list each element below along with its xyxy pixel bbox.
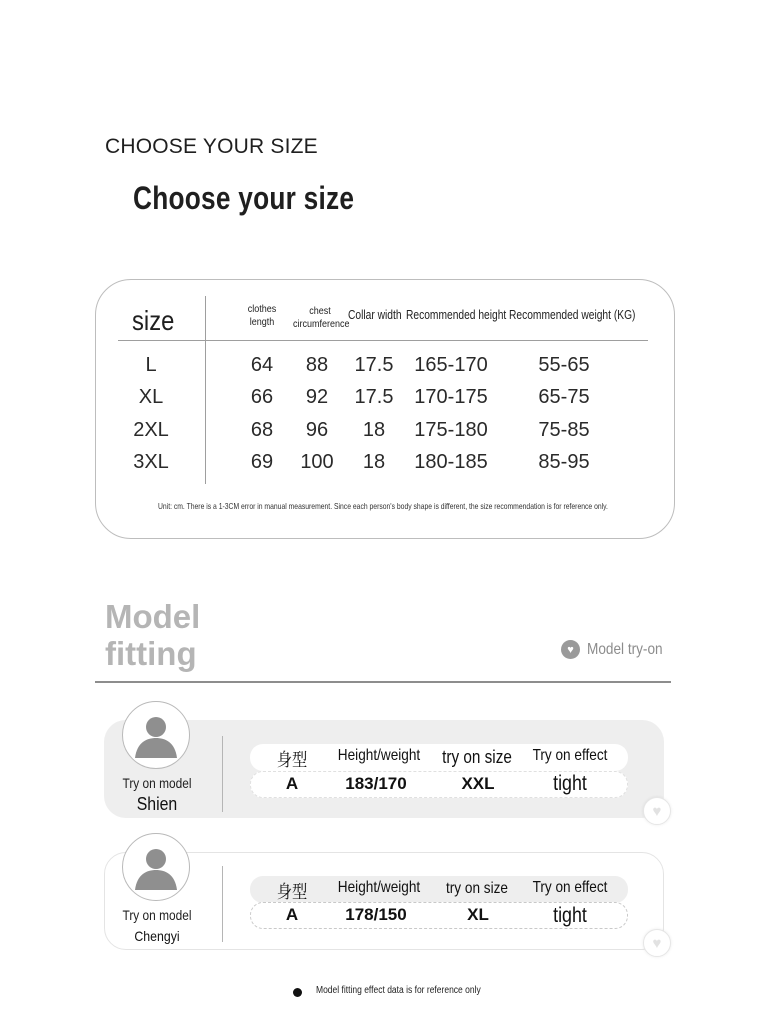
cell-collar: 17.5 — [354, 386, 394, 408]
cell-chest: 92 — [305, 386, 329, 408]
cell-length: 64 — [250, 354, 274, 376]
person-icon — [122, 833, 190, 901]
cell-length: 66 — [250, 386, 274, 408]
header-clothes-length-line2: length — [249, 317, 275, 328]
header-collar-width: Collar width — [348, 308, 402, 322]
cell-height: 175-180 — [414, 419, 488, 441]
model-label: Try on model — [122, 907, 192, 923]
person-icon — [122, 701, 190, 769]
model-name: Shien — [136, 794, 178, 814]
model-try-on-label: Model try-on — [587, 640, 663, 658]
heart-icon: ♥ — [561, 640, 580, 659]
value-try-on-size: XL — [467, 905, 489, 924]
bullet-icon — [293, 988, 302, 997]
header-clothes-length — [242, 303, 282, 329]
header-body-type: 身型 — [276, 882, 308, 902]
cell-weight: 85-95 — [538, 451, 590, 473]
header-try-on-effect: Try on effect — [532, 747, 608, 764]
value-height-weight: 183/170 — [345, 774, 407, 793]
header-recommended-weight: Recommended weight (KG) — [509, 308, 636, 322]
header-chest-line2: circumference — [293, 319, 350, 330]
section-heading: Choose your size — [133, 180, 355, 216]
value-try-on-size: XXL — [461, 774, 495, 793]
size-column-header: size — [132, 305, 175, 336]
cell-collar: 17.5 — [354, 354, 394, 376]
heart-icon[interactable]: ♥ — [643, 929, 671, 957]
card-divider — [222, 866, 223, 942]
value-try-on-effect: tight — [553, 772, 587, 795]
value-body-type: A — [285, 774, 299, 793]
model-name: Chengyi — [134, 928, 180, 944]
cell-height: 165-170 — [414, 354, 488, 376]
cell-size: XL — [138, 386, 164, 408]
cell-chest: 88 — [305, 354, 329, 376]
cell-weight: 65-75 — [538, 386, 590, 408]
value-body-type: A — [285, 905, 299, 924]
heart-icon[interactable]: ♥ — [643, 797, 671, 825]
cell-size: L — [145, 354, 157, 376]
header-try-on-size: try on size — [442, 747, 512, 767]
header-clothes-length-line1: clothes — [247, 304, 277, 315]
cell-length: 69 — [250, 451, 274, 473]
horizontal-divider — [118, 340, 648, 341]
header-body-type: 身型 — [276, 750, 308, 770]
value-try-on-effect: tight — [553, 904, 587, 927]
model-fitting-title — [105, 598, 200, 672]
cell-chest: 100 — [300, 451, 334, 473]
header-chest-line1: chest — [309, 306, 331, 317]
header-recommended-height: Recommended height — [406, 308, 507, 322]
model-try-on-link[interactable] — [561, 640, 676, 659]
card-divider — [222, 736, 223, 812]
model-label: Try on model — [122, 775, 192, 791]
cell-weight: 55-65 — [538, 354, 590, 376]
cell-weight: 75-85 — [538, 419, 590, 441]
header-height-weight: Height/weight — [337, 747, 421, 764]
cell-chest: 96 — [305, 419, 329, 441]
cell-size: 2XL — [133, 419, 169, 441]
cell-height: 180-185 — [414, 451, 488, 473]
header-try-on-effect: Try on effect — [532, 879, 608, 896]
section-divider — [95, 681, 671, 683]
header-try-on-size: try on size — [446, 880, 508, 897]
cell-collar: 18 — [362, 419, 386, 441]
model-fitting-title-line1: Model — [105, 598, 201, 635]
section-subheading: CHOOSE YOUR SIZE — [105, 135, 318, 158]
vertical-divider — [205, 296, 206, 484]
cell-length: 68 — [250, 419, 274, 441]
header-height-weight: Height/weight — [337, 879, 421, 896]
cell-height: 170-175 — [414, 386, 488, 408]
footer-note: Model fitting effect data is for reference only — [316, 985, 481, 996]
header-chest — [293, 305, 350, 331]
cell-collar: 18 — [362, 451, 386, 473]
model-fitting-title-line2: fitting — [105, 635, 197, 672]
cell-size: 3XL — [133, 451, 169, 473]
size-note: Unit: cm. There is a 1-3CM error in manual measurement. Since each person's body shape is different, the size recommendation is for reference only. — [158, 501, 608, 511]
value-height-weight: 178/150 — [345, 905, 407, 924]
